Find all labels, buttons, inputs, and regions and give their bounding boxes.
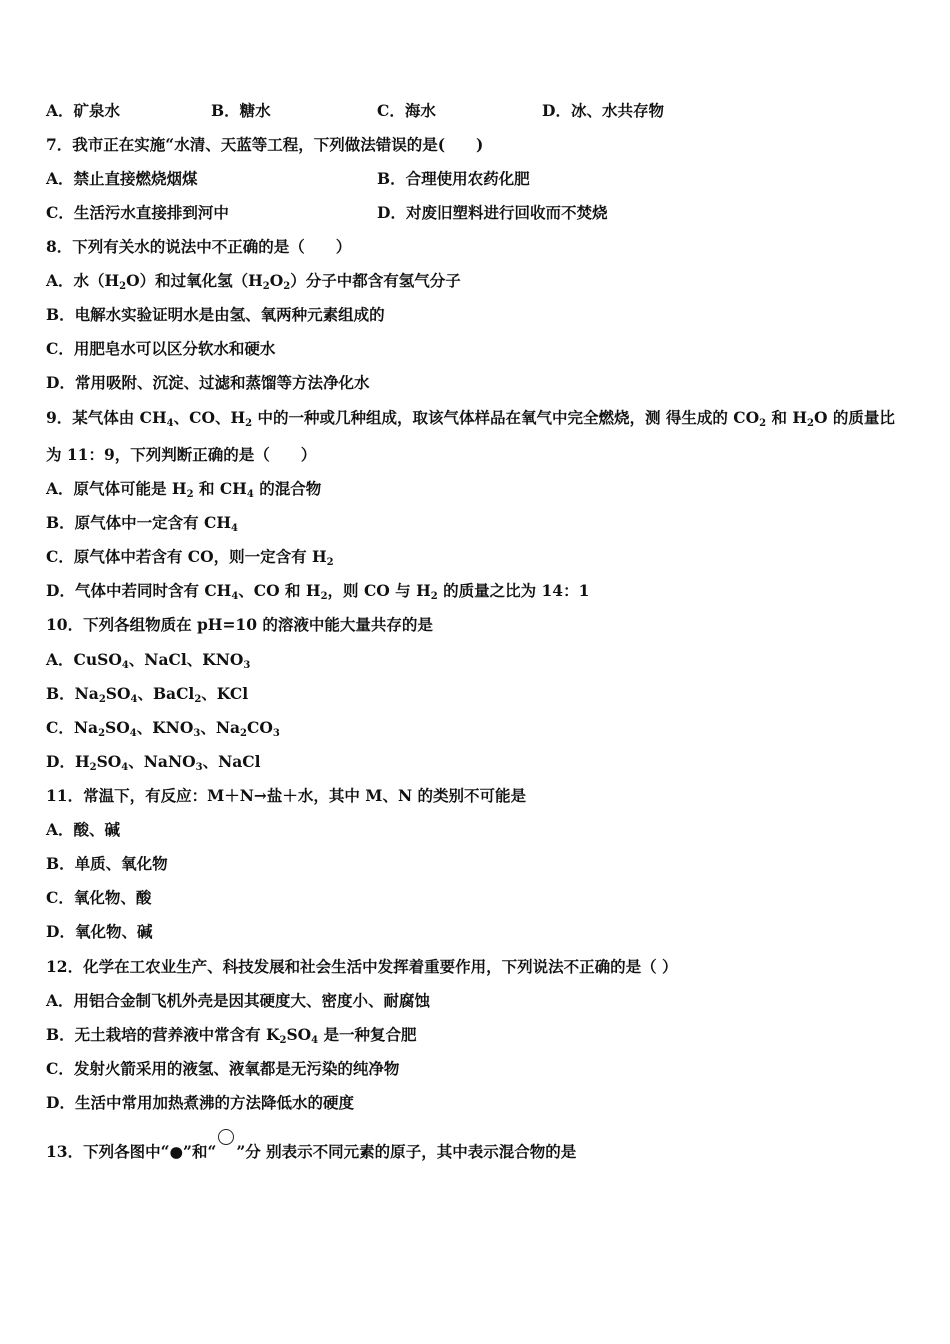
text: B．原气体中一定含有 CH (46, 513, 231, 532)
subscript: 4 (166, 418, 174, 429)
q6-option-b[interactable]: B．糖水 (211, 101, 271, 120)
q11-option-b[interactable]: B．单质、氧化物 (46, 854, 168, 873)
subscript: 4 (311, 1035, 319, 1046)
text: SO (96, 752, 122, 771)
subscript: 2 (98, 728, 106, 739)
q8-option-d[interactable]: D．常用吸附、沉淀、过滤和蒸馏等方法净化水 (46, 373, 370, 392)
q7-option-a[interactable]: A．禁止直接燃烧烟煤 (46, 169, 198, 188)
q6-option-c[interactable]: C．海水 (377, 101, 436, 120)
q7-option-c[interactable]: C．生活污水直接排到河中 (46, 203, 229, 222)
hollow-circle-icon (218, 1129, 234, 1145)
text: 是一种复合肥 (318, 1025, 417, 1044)
subscript: 3 (272, 728, 280, 739)
q9-option-a[interactable] (46, 479, 321, 499)
q10-option-d[interactable] (46, 752, 261, 772)
q9-option-d[interactable] (46, 581, 589, 601)
q12-option-a[interactable]: A．用铝合金制飞机外壳是因其硬度大、密度小、耐腐蚀 (46, 991, 431, 1010)
text: 和 CH (193, 479, 247, 498)
subscript: 2 (240, 728, 248, 739)
q7-stem: 7．我市正在实施“水清、天蓝等工程，下列做法错误的是( ) (46, 135, 484, 154)
text: B．无土栽培的营养液中常含有 K (46, 1025, 280, 1044)
text: B．Na (46, 684, 99, 703)
text: SO (286, 1025, 312, 1044)
subscript: 3 (243, 660, 251, 671)
text: 、Na (200, 718, 241, 737)
q8-option-c[interactable]: C．用肥皂水可以区分软水和硬水 (46, 339, 276, 358)
q10-option-a[interactable] (46, 650, 250, 670)
subscript: 2 (320, 591, 328, 602)
q6-option-a[interactable]: A．矿泉水 (46, 101, 121, 120)
text: ”分 别表示不同元素的原子，其中表示混合物的是 (236, 1142, 577, 1161)
q9-option-b[interactable] (46, 513, 238, 533)
q9-stem-line2: 为 11：9，下列判断正确的是（ ） (46, 445, 317, 464)
subscript: 4 (121, 762, 129, 773)
q12-stem: 12．化学在工农业生产、科技发展和社会生活中发挥着重要作用，下列说法不正确的是（ ） (46, 957, 678, 976)
text: SO (105, 684, 131, 703)
subscript: 2 (89, 762, 97, 773)
subscript: 2 (283, 281, 291, 292)
subscript: 2 (186, 489, 194, 500)
subscript: 2 (279, 1035, 287, 1046)
q9-stem-line1 (46, 408, 895, 428)
filled-dot-icon: ● (169, 1142, 184, 1161)
text: 、NaCl、KNO (128, 650, 244, 669)
subscript: 2 (807, 418, 814, 429)
subscript: 3 (195, 762, 203, 773)
q12-option-c[interactable]: C．发射火箭采用的液氢、液氧都是无污染的纯净物 (46, 1059, 400, 1078)
text: 的混合物 (253, 479, 322, 498)
q12-option-d[interactable]: D．生活中常用加热煮沸的方法降低水的硬度 (46, 1093, 354, 1112)
q7-option-b[interactable]: B．合理使用农药化肥 (377, 169, 530, 188)
q10-option-c[interactable] (46, 718, 280, 738)
text: SO (105, 718, 130, 737)
text: D．H (46, 752, 90, 771)
text: O）和过氧化氢（H (126, 271, 263, 290)
text: A．原气体可能是 H (46, 479, 187, 498)
text: 、NaCl (202, 752, 261, 771)
text: 的质量之比为 14：1 (437, 581, 590, 600)
text: 、KNO (136, 718, 194, 737)
q11-option-c[interactable]: C．氧化物、酸 (46, 888, 152, 907)
text: D．气体中若同时含有 CH (46, 581, 232, 600)
text: C．原气体中若含有 CO，则一定含有 H (46, 547, 327, 566)
text: 、CO 和 H (238, 581, 321, 600)
q10-stem: 10．下列各组物质在 pH=10 的溶液中能大量共存的是 (46, 615, 433, 634)
q13-stem (46, 1141, 576, 1162)
q10-option-b[interactable] (46, 684, 248, 704)
text: 、KCl (201, 684, 249, 703)
text: O 的质量比 (814, 408, 895, 427)
subscript: 2 (98, 694, 106, 705)
subscript: 3 (193, 728, 201, 739)
text: CO (247, 718, 273, 737)
subscript: 4 (231, 591, 239, 602)
subscript: 2 (326, 557, 334, 568)
text: ，则 CO 与 H (327, 581, 431, 600)
subscript: 2 (262, 281, 270, 292)
text: 9．某气体由 CH (46, 408, 167, 427)
q11-stem: 11．常温下，有反应：M＋N→盐＋水，其中 M、N 的类别不可能是 (46, 786, 527, 805)
subscript: 2 (245, 418, 253, 429)
subscript: 4 (246, 489, 254, 500)
q12-option-b[interactable] (46, 1025, 417, 1045)
q8-stem: 8．下列有关水的说法中不正确的是（ ） (46, 237, 352, 256)
subscript: 4 (230, 523, 238, 534)
subscript: 2 (430, 591, 438, 602)
text: ”和“ (183, 1142, 217, 1161)
text: A．水（H (46, 271, 120, 290)
subscript: 2 (759, 418, 767, 429)
q8-option-b[interactable]: B．电解水实验证明水是由氢、氧两种元素组成的 (46, 305, 385, 324)
text: 中的一种或几种组成，取该气体样品在氧气中完全燃烧，测 得生成的 CO (252, 408, 760, 427)
q9-option-c[interactable] (46, 547, 334, 567)
text: 、CO、H (173, 408, 246, 427)
text: C．Na (46, 718, 99, 737)
text: A．CuSO (46, 650, 122, 669)
text: O (269, 271, 284, 290)
q7-option-d[interactable]: D．对废旧塑料进行回收而不焚烧 (377, 203, 608, 222)
q8-option-a[interactable] (46, 271, 461, 291)
text: 、BaCl (137, 684, 195, 703)
text: 13．下列各图中“ (46, 1142, 170, 1161)
text: 和 H (766, 408, 808, 427)
subscript: 4 (130, 694, 138, 705)
subscript: 4 (129, 728, 137, 739)
subscript: 2 (119, 281, 127, 292)
subscript: 2 (194, 694, 202, 705)
text: ）分子中都含有氢气分子 (290, 271, 461, 290)
q11-option-a[interactable]: A．酸、碱 (46, 820, 121, 839)
text: 、NaNO (128, 752, 196, 771)
q6-option-d[interactable]: D．冰、水共存物 (542, 101, 664, 120)
q11-option-d[interactable]: D．氧化物、碱 (46, 922, 153, 941)
subscript: 4 (121, 660, 129, 671)
